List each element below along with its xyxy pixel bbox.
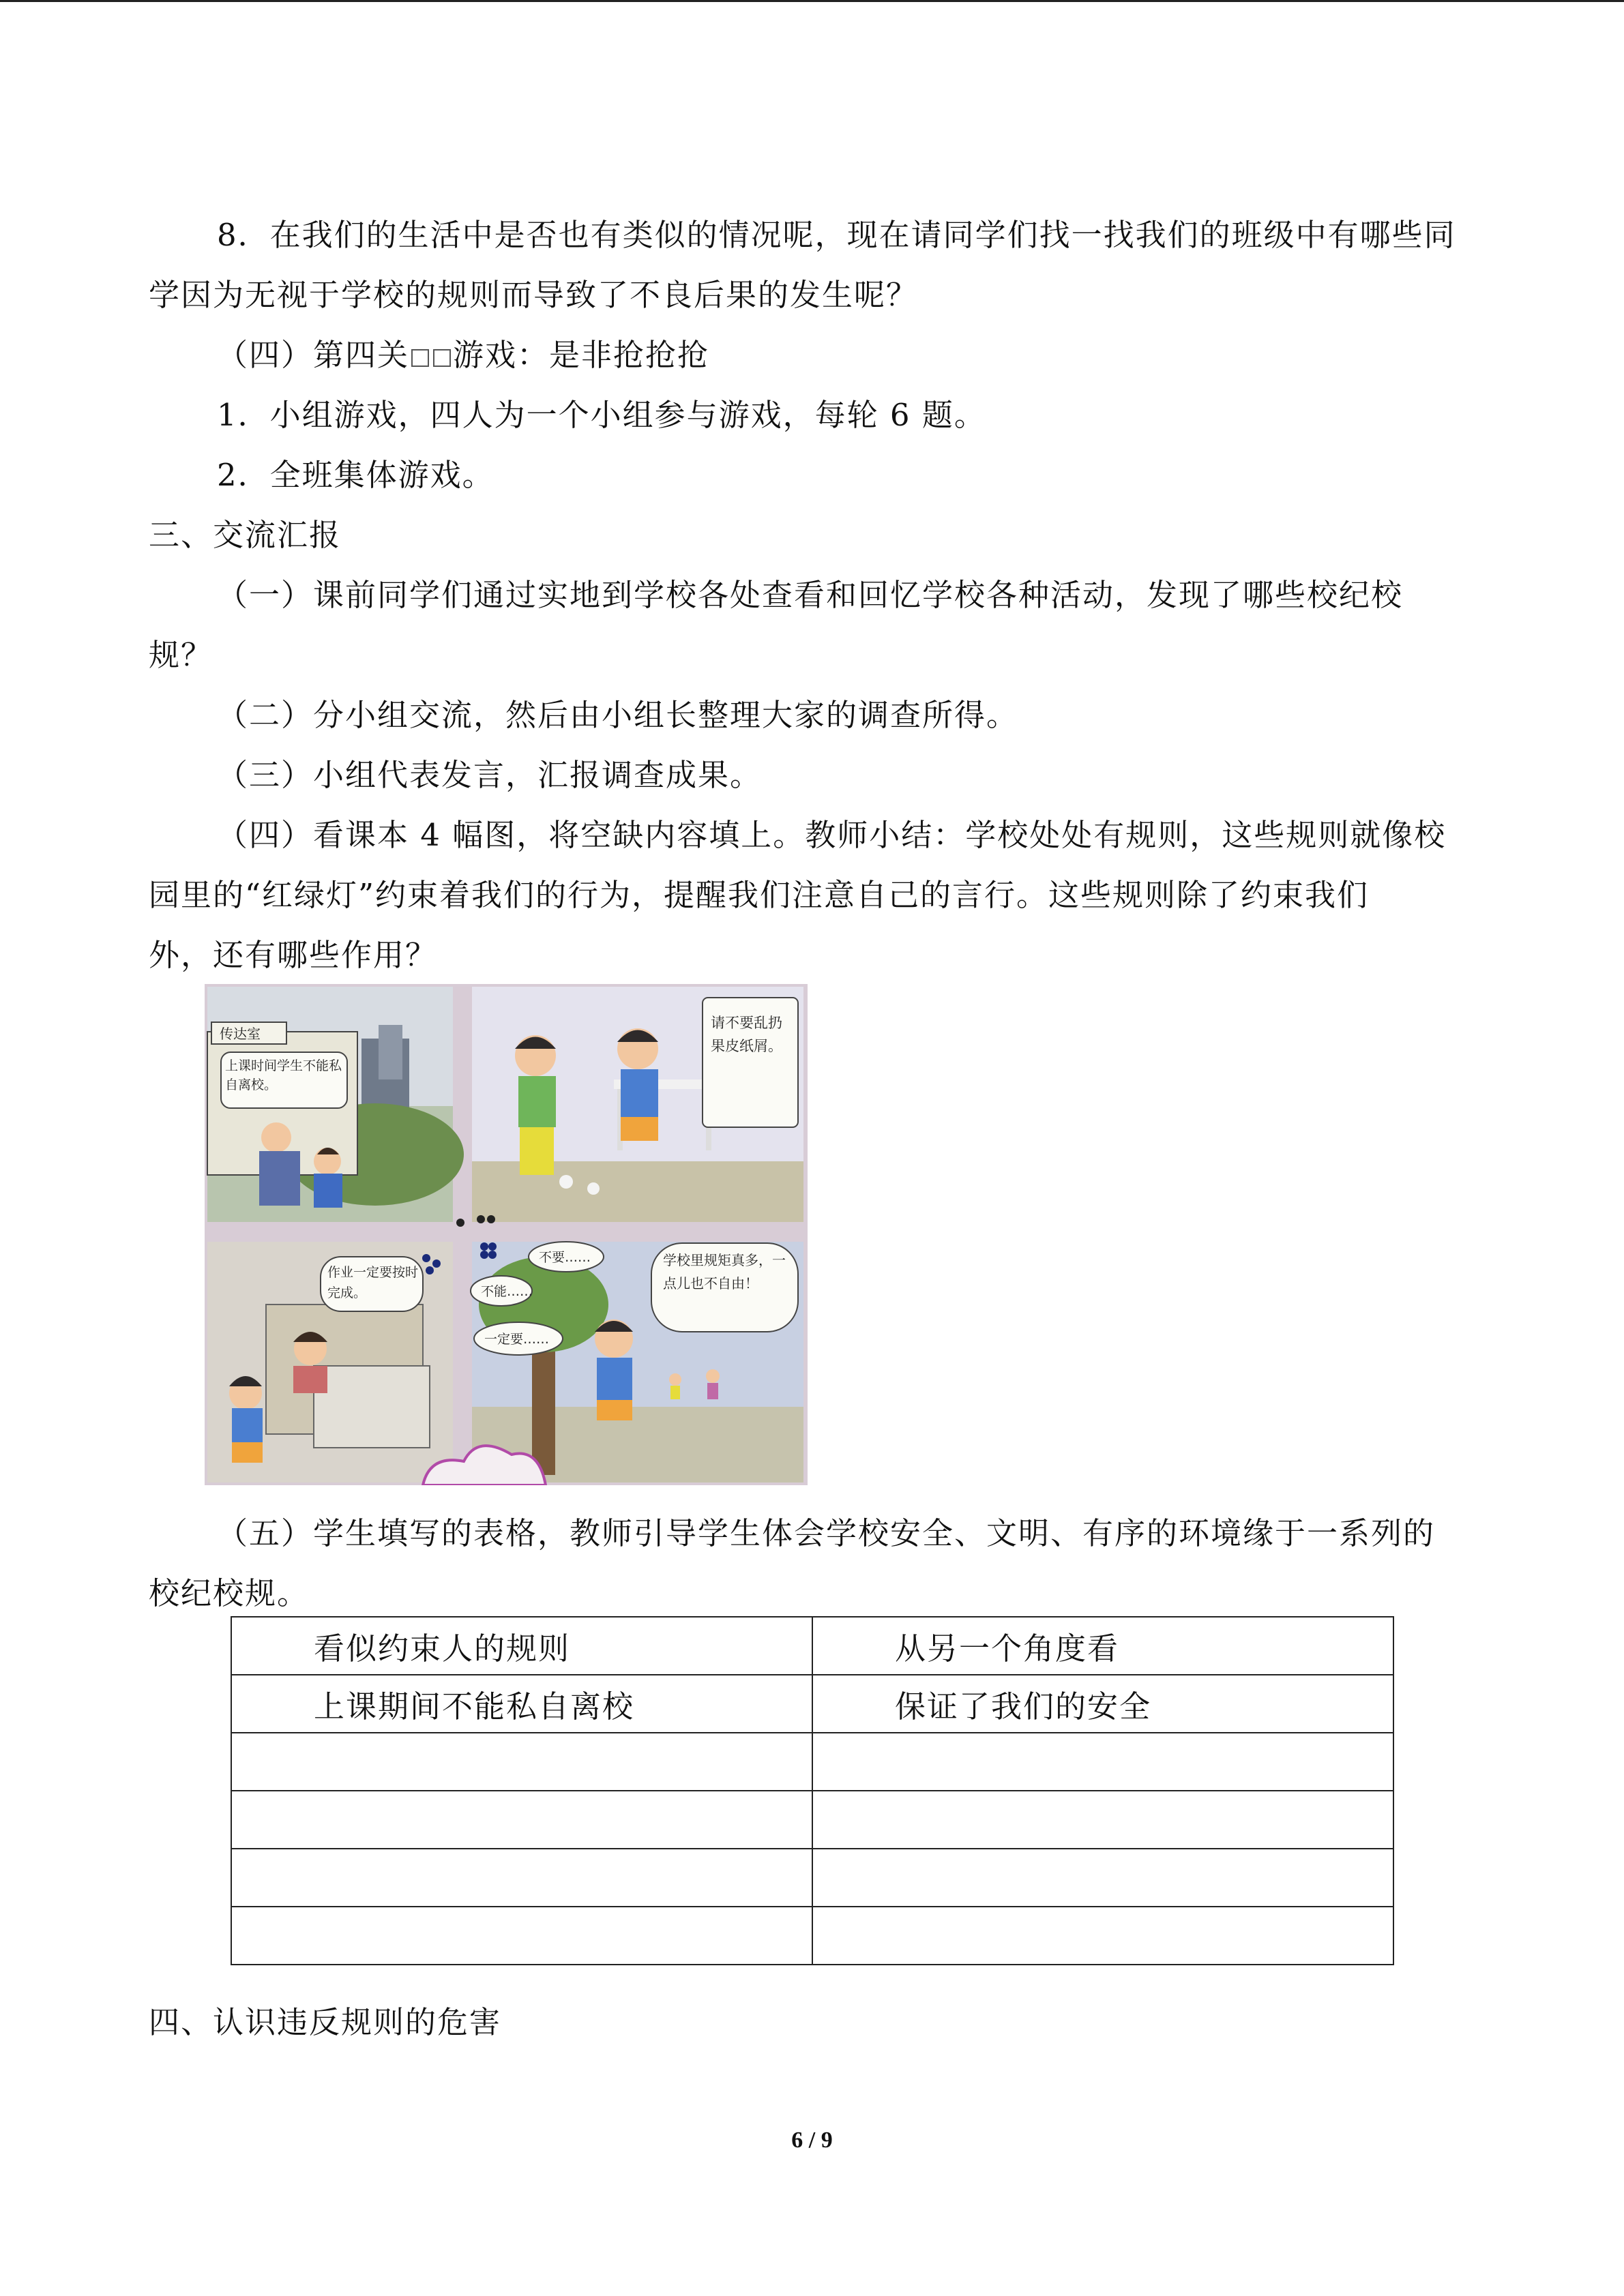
placeholder-box-icon	[433, 349, 451, 367]
paragraph-line: （二）分小组交流，然后由小组长整理大家的调查所得。	[217, 697, 1019, 733]
section-heading: 三、交流汇报	[149, 517, 342, 553]
table-header-row	[231, 1617, 1393, 1675]
paragraph-line: （四）看课本 4 幅图，将空缺内容填上。教师小结：学校处处有规则，这些规则就像校	[217, 817, 1447, 853]
paragraph-line: （五）学生填写的表格，教师引导学生体会学校安全、文明、有序的环境缘于一系列的	[217, 1515, 1436, 1551]
table-cell	[812, 1733, 1393, 1791]
sign-gatehouse: 传达室	[220, 1026, 261, 1042]
page-top-border	[0, 0, 1624, 2]
thought-cannot: 不能……	[481, 1284, 533, 1299]
table-row	[231, 1675, 1393, 1733]
list-item: 2．全班集体游戏。	[217, 457, 494, 493]
section-heading: 四、认识违反规则的危害	[149, 2004, 502, 2040]
notice-no-littering: 请不要乱扔果皮纸屑。	[711, 1015, 782, 1054]
table-cell	[231, 1733, 812, 1791]
heading-suffix: 游戏：是非抢抢抢	[453, 337, 710, 373]
heading-prefix: （四）第四关	[217, 337, 410, 373]
comic-panel-3	[207, 1242, 453, 1482]
paragraph-line: 规？	[149, 637, 213, 673]
paragraph-line: 园里的“红绿灯”约束着我们的行为，提醒我们注意自己的言行。这些规则除了约束我们	[149, 877, 1370, 913]
comic-panel-2	[472, 987, 803, 1222]
paragraph-line: 校纪校规。	[149, 1575, 310, 1611]
comic-panel-4	[471, 1242, 803, 1482]
paragraph-line: 学因为无视于学校的规则而导致了不良后果的发生呢？	[149, 277, 919, 313]
paragraph-line: （三）小组代表发言，汇报调查成果。	[217, 757, 763, 793]
table-cell: 上课期间不能私自离校	[231, 1675, 812, 1733]
panel-dot	[456, 1219, 464, 1227]
table-cell	[812, 1849, 1393, 1907]
table-header-cell: 从另一个角度看	[812, 1617, 1393, 1675]
thought-must: 一定要……	[484, 1332, 550, 1347]
panel-dot	[477, 1215, 485, 1223]
page-number: 6 / 9	[791, 2128, 833, 2153]
thought-dont: 不要……	[539, 1250, 591, 1265]
table-cell	[812, 1907, 1393, 1965]
table-cell	[231, 1791, 812, 1849]
notice-no-leaving: 上课时间学生不能私自离校。	[225, 1058, 342, 1092]
section-heading-game	[217, 335, 709, 376]
comic-svg	[205, 984, 808, 1485]
table-row	[231, 1791, 1393, 1849]
table-header-cell: 看似约束人的规则	[231, 1617, 812, 1675]
paragraph-line: 外，还有哪些作用？	[149, 937, 438, 973]
table-row	[231, 1849, 1393, 1907]
list-item: 1．小组游戏，四人为一个小组参与游戏，每轮 6 题。	[217, 397, 986, 433]
placeholder-box-icon	[411, 349, 429, 367]
paragraph-line: 8．在我们的生活中是否也有类似的情况呢，现在请同学们找一找我们的班级中有哪些同	[217, 217, 1456, 253]
rules-comparison-table	[231, 1616, 1394, 1965]
paragraph-line: （一）课前同学们通过实地到学校各处查看和回忆学校各种活动，发现了哪些校纪校	[217, 577, 1404, 613]
table-cell	[231, 1849, 812, 1907]
panel-dot	[487, 1215, 495, 1223]
comic-panel-1	[207, 987, 464, 1222]
table-row	[231, 1733, 1393, 1791]
table-cell: 保证了我们的安全	[812, 1675, 1393, 1733]
table-cell	[812, 1791, 1393, 1849]
table-row	[231, 1907, 1393, 1965]
notice-homework: 作业一定要按时完成。	[327, 1265, 419, 1300]
table-cell	[231, 1907, 812, 1965]
textbook-illustration	[205, 984, 808, 1485]
speech-bubble-complaint: 学校里规矩真多，一点儿也不自由！	[663, 1252, 786, 1292]
